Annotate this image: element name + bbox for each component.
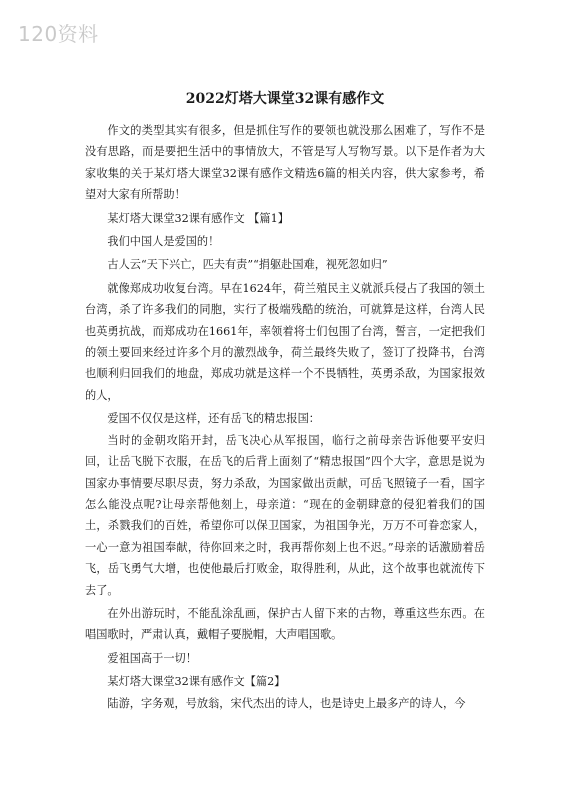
paragraph: 爱祖国高于一切！ <box>107 651 197 665</box>
document-title: 2022灯塔大课堂32课有感作文 <box>185 91 385 107</box>
paragraph: 当时的金朝攻陷开封，岳飞决心从军报国，临行之前母亲告诉他要平安归回，让岳飞脱下衣服，在岳飞的后背上面刻了“精忠报国”四个大字，意思是说为国家办事情要尽职尽责，努力杀敌，为国家做出贡献，可岳飞照镜子一看，国字怎么能没点呢?让母亲帮他刻上，母亲道：“现在的金朝肆意的侵犯着我们的国土，杀戮我们的百姓，希望你可以保卫国家，为祖国争光，万万不可眷恋家人，一心一意为祖国奉献，待你回来之时，我再帮你刻上也不迟。”母亲的话激励着岳飞，岳飞勇气大增，也使他最后打败金，取得胜利，从此，这个故事也就流传下去了。 <box>85 433 485 597</box>
intro-paragraph: 作文的类型其实有很多，但是抓住写作的要领也就没那么困难了，写作不是没有思路，而是要把生活中的事情放大，不管是写人写物写景。以下是作者为大家收集的关于某灯塔大课堂32课有感作文精选6篇的相关内容，供大家参考，希望对大家有所帮助！ <box>85 124 485 202</box>
section-heading-1: 某灯塔大课堂32课有感作文 【篇1】 <box>107 211 289 225</box>
paragraph: 陆游，字务观，号放翁，宋代杰出的诗人，也是诗史上最多产的诗人，今 <box>107 696 466 710</box>
paragraph: 在外出游玩时，不能乱涂乱画，保护古人留下来的古物，尊重这些东西。在唱国歌时，严肃认真，戴帽子要脱帽，大声唱国歌。 <box>85 606 485 642</box>
paragraph: 就像郑成功收复台湾。早在1624年，荷兰殖民主义就派兵侵占了我国的领土台湾，杀了许多我们的同胞，实行了极端残酷的统治，可就算是这样，台湾人民也英勇抗战，而郑成功在1661年，率领着将士们包围了台湾，誓言，一定把我们的领土要回来经过许多个月的激烈战争，荷兰最终失败了，签订了投降书，台湾也顺利归回我们的地盘，郑成功就是这样一个不畏牺牲，英勇杀敌，为国家报效的人， <box>85 281 485 402</box>
paragraph: 我们中国人是爱国的！ <box>107 235 220 249</box>
watermark: 120资料 <box>18 22 99 46</box>
document-body <box>85 88 485 714</box>
section-heading-2: 某灯塔大课堂32课有感作文【篇2】 <box>107 675 286 689</box>
paragraph: 古人云“天下兴亡，匹夫有责”“捐躯赴国难，视死忽如归” <box>107 258 388 272</box>
paragraph: 爱国不仅仅是这样，还有岳飞的精忠报国： <box>107 412 320 426</box>
